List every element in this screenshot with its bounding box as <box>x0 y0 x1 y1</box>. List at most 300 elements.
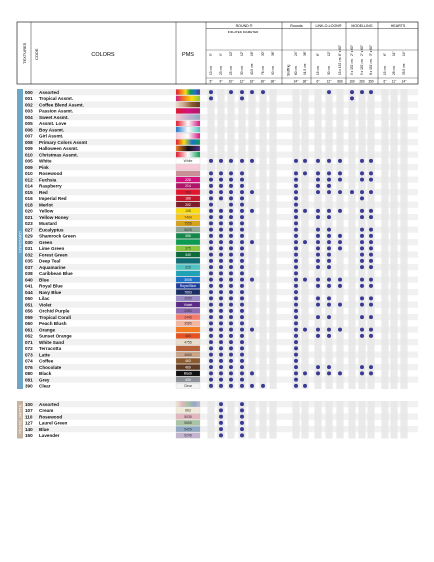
availability-dot <box>316 190 320 194</box>
availability-dot <box>360 240 364 244</box>
availability-dot <box>209 371 213 375</box>
availability-dot <box>240 359 244 363</box>
availability-dot <box>219 371 223 375</box>
availability-dot <box>338 171 342 175</box>
row-name: Terracotta <box>39 346 62 352</box>
size-label: 2" x 60" <box>360 45 365 56</box>
pms-value: 663 <box>185 408 191 413</box>
availability-dot <box>294 328 298 332</box>
colors-header: COLORS <box>91 52 115 58</box>
pms-value: 430 <box>185 377 191 382</box>
availability-dot <box>229 253 233 257</box>
size-code-label: 36" <box>270 79 276 84</box>
availability-dot <box>240 415 244 419</box>
row-stripe <box>24 202 418 208</box>
size-cm-label: 76 cm <box>261 66 266 75</box>
size-label: 3" x 60" <box>369 45 374 56</box>
availability-dot <box>209 303 213 307</box>
availability-dot <box>360 228 364 232</box>
row-code: 072 <box>25 346 33 352</box>
size-label: 9" <box>219 53 224 56</box>
row-name: Yellow <box>39 208 54 214</box>
availability-dot <box>327 259 331 263</box>
row-code: 061 <box>25 327 33 333</box>
availability-dot <box>369 253 373 257</box>
availability-dot <box>240 96 244 100</box>
row-name: Tropical Corall <box>39 314 71 320</box>
availability-dot <box>219 290 223 294</box>
row-code: 005 <box>25 158 33 164</box>
availability-dot <box>360 90 364 94</box>
availability-dot <box>240 315 244 319</box>
pms-swatch <box>176 121 200 126</box>
availability-dot <box>219 253 223 257</box>
pms-value: 5425 <box>184 427 192 432</box>
availability-dot <box>250 209 254 213</box>
availability-dot <box>209 184 213 188</box>
availability-dot <box>209 96 213 100</box>
availability-dot <box>209 209 213 213</box>
header-box <box>17 22 418 84</box>
row-name: Christmas Assmt. <box>39 152 78 158</box>
size-label: 36" <box>271 51 276 56</box>
pms-value: 4665 <box>184 352 192 357</box>
availability-dot <box>219 346 223 350</box>
group-header-rounds2: Rounds <box>290 24 303 28</box>
pms-swatch <box>176 108 200 113</box>
size-cm-label: 5 x 152 cm <box>360 59 365 75</box>
pms-swatch <box>176 114 200 119</box>
row-stripe <box>24 164 418 170</box>
row-code: 018 <box>25 202 33 208</box>
availability-dot <box>229 259 233 263</box>
availability-dot <box>250 159 254 163</box>
row-name: Orange <box>39 327 56 333</box>
availability-dot <box>369 365 373 369</box>
availability-dot <box>327 265 331 269</box>
availability-dot <box>294 221 298 225</box>
row-name: Coffee Blend Assmt. <box>39 102 84 108</box>
availability-dot <box>250 328 254 332</box>
pms-swatch <box>176 96 200 101</box>
pms-header: PMS <box>182 52 194 58</box>
availability-dot <box>294 278 298 282</box>
availability-dot <box>209 346 213 350</box>
row-name: Fuchsia <box>39 177 57 183</box>
row-stripe <box>24 89 418 95</box>
availability-dot <box>369 228 373 232</box>
row-code: 004 <box>25 114 33 120</box>
row-code: 009 <box>25 146 33 152</box>
availability-dot <box>240 265 244 269</box>
availability-dot <box>240 221 244 225</box>
availability-dot <box>294 203 298 207</box>
availability-dot <box>229 346 233 350</box>
availability-dot <box>369 315 373 319</box>
availability-dot <box>240 433 244 437</box>
availability-dot <box>240 196 244 200</box>
availability-dot <box>327 184 331 188</box>
availability-dot <box>229 90 233 94</box>
size-label: 6" <box>316 53 321 56</box>
availability-dot <box>240 178 244 182</box>
section-label: PASTEL MATTE <box>17 404 23 434</box>
row-code: 006 <box>25 127 33 133</box>
availability-dot <box>209 178 213 182</box>
inflated-header: INFLATED DIAMETER <box>227 30 259 34</box>
availability-dot <box>316 246 320 250</box>
size-code-label: 14" <box>401 79 407 84</box>
pms-swatch <box>176 102 200 107</box>
row-name: Shamrock Green <box>39 233 76 239</box>
row-code: 037 <box>25 264 33 270</box>
availability-dot <box>294 215 298 219</box>
availability-dot <box>316 278 320 282</box>
availability-dot <box>240 290 244 294</box>
availability-dot <box>303 159 307 163</box>
availability-dot <box>294 265 298 269</box>
availability-dot <box>219 209 223 213</box>
pms-value: 4755 <box>184 340 192 345</box>
availability-dot <box>316 178 320 182</box>
availability-dot <box>294 178 298 182</box>
pms-swatch <box>176 327 200 332</box>
availability-dot <box>219 246 223 250</box>
availability-dot <box>294 196 298 200</box>
pms-value: 375 <box>185 246 191 251</box>
availability-dot <box>294 246 298 250</box>
availability-dot <box>219 171 223 175</box>
availability-dot <box>294 315 298 319</box>
row-code: 060 <box>25 321 33 327</box>
availability-dot <box>240 203 244 207</box>
pms-swatch <box>176 133 200 138</box>
availability-dot <box>327 246 331 250</box>
row-name: Lime Green <box>39 246 65 252</box>
availability-dot <box>360 234 364 238</box>
availability-dot <box>209 221 213 225</box>
availability-dot <box>327 228 331 232</box>
availability-dot <box>360 328 364 332</box>
availability-dot <box>369 371 373 375</box>
availability-dot <box>209 278 213 282</box>
row-code: 041 <box>25 283 33 289</box>
row-code: 012 <box>25 177 33 183</box>
availability-dot <box>338 190 342 194</box>
row-code: 031 <box>25 246 33 252</box>
availability-dot <box>350 90 354 94</box>
availability-dot <box>327 209 331 213</box>
availability-dot <box>209 259 213 263</box>
availability-dot <box>219 190 223 194</box>
availability-dot <box>294 365 298 369</box>
availability-dot <box>360 190 364 194</box>
availability-dot <box>229 309 233 313</box>
size-code-label: 30" <box>260 79 266 84</box>
availability-dot <box>219 340 223 344</box>
availability-dot <box>209 240 213 244</box>
row-name: Blue <box>39 277 49 283</box>
availability-dot <box>219 321 223 325</box>
availability-dot <box>219 353 223 357</box>
availability-dot <box>294 184 298 188</box>
availability-dot <box>360 315 364 319</box>
availability-dot <box>240 271 244 275</box>
availability-dot <box>219 309 223 313</box>
availability-dot <box>229 228 233 232</box>
availability-dot <box>360 284 364 288</box>
availability-dot <box>369 334 373 338</box>
availability-dot <box>327 178 331 182</box>
row-name: Raspberry <box>39 183 62 189</box>
availability-dot <box>327 234 331 238</box>
row-code: 140 <box>25 426 33 432</box>
size-code-label: 12" <box>239 79 245 84</box>
row-code: 081 <box>25 377 33 383</box>
size-cm-label: 35.5 cm <box>402 63 407 75</box>
availability-dot <box>316 365 320 369</box>
row-name: Halloween Assmt. <box>39 146 79 152</box>
size-cm-label: 15 cm <box>383 66 388 75</box>
row-name: Chocolate <box>39 364 62 370</box>
size-label: 12" <box>240 51 245 56</box>
row-code: 038 <box>25 271 33 277</box>
row-stripe <box>24 152 418 158</box>
availability-dot <box>219 408 223 412</box>
availability-dot <box>327 328 331 332</box>
availability-dot <box>219 228 223 232</box>
availability-dot <box>327 171 331 175</box>
row-code: 003 <box>25 108 33 114</box>
availability-dot <box>316 265 320 269</box>
availability-dot <box>316 234 320 238</box>
availability-dot <box>229 284 233 288</box>
size-code-label: 11" <box>391 79 397 84</box>
size-code-label: 9" <box>219 79 223 84</box>
availability-dot <box>240 246 244 250</box>
availability-dot <box>240 190 244 194</box>
availability-dot <box>316 159 320 163</box>
availability-dot <box>209 203 213 207</box>
pms-swatch <box>176 139 200 144</box>
availability-dot <box>209 90 213 94</box>
availability-dot <box>219 384 223 388</box>
availability-dot <box>316 315 320 319</box>
availability-dot <box>316 259 320 263</box>
size-code-label: 10" <box>228 79 234 84</box>
pms-swatch <box>176 401 200 406</box>
size-cm-label: 30 cm <box>240 66 245 75</box>
row-code: 015 <box>25 189 33 195</box>
availability-dot <box>250 240 254 244</box>
availability-dot <box>294 303 298 307</box>
size-label: 11" <box>392 51 397 56</box>
availability-dot <box>229 384 233 388</box>
row-code: 014 <box>25 183 33 189</box>
availability-dot <box>209 171 213 175</box>
size-label: 5" <box>209 53 214 56</box>
availability-dot <box>338 240 342 244</box>
size-cm-label: 15 cm <box>316 66 321 75</box>
availability-dot <box>209 228 213 232</box>
availability-dot <box>240 209 244 213</box>
availability-dot <box>219 234 223 238</box>
availability-dot <box>360 253 364 257</box>
row-code: 027 <box>25 227 33 233</box>
availability-dot <box>240 278 244 282</box>
row-name: Forest Green <box>39 252 68 258</box>
row-code: 000 <box>25 89 33 95</box>
availability-dot <box>360 159 364 163</box>
row-stripe <box>24 127 418 133</box>
availability-dot <box>229 271 233 275</box>
availability-dot <box>219 215 223 219</box>
availability-dot <box>250 384 254 388</box>
availability-dot <box>219 328 223 332</box>
availability-dot <box>369 234 373 238</box>
row-code: 080 <box>25 371 33 377</box>
availability-dot <box>369 190 373 194</box>
availability-dot <box>338 284 342 288</box>
availability-dot <box>229 215 233 219</box>
size-label: 10" <box>229 51 234 56</box>
pms-value: 226 <box>185 177 191 182</box>
availability-dot <box>261 384 265 388</box>
availability-dot <box>240 353 244 357</box>
size-code-label: 5" <box>209 79 213 84</box>
availability-dot <box>240 346 244 350</box>
size-cm-label: 25 cm <box>229 66 234 75</box>
availability-dot <box>250 371 254 375</box>
row-name: Latte <box>39 352 50 358</box>
size-code-label: 260 <box>359 79 365 84</box>
availability-dot <box>294 378 298 382</box>
availability-dot <box>338 246 342 250</box>
availability-dot <box>303 384 307 388</box>
pms-value: 5035 <box>184 414 192 419</box>
availability-dot <box>303 209 307 213</box>
pms-value: 2655 <box>184 296 192 301</box>
pms-value: 7555 <box>184 221 192 226</box>
group-header-link: LINK-O-LOON® <box>315 24 342 28</box>
row-name: Navy Blue <box>39 289 62 295</box>
availability-dot <box>240 328 244 332</box>
availability-dot <box>209 234 213 238</box>
textures-header: TEXTURES <box>22 42 27 64</box>
row-name: Laurel Green <box>39 420 68 426</box>
availability-dot <box>294 253 298 257</box>
row-code: 390 <box>25 383 33 389</box>
row-name: Red <box>39 189 48 195</box>
pms-value: 3585 <box>184 321 192 326</box>
row-name: Deep Teal <box>39 258 61 264</box>
availability-dot <box>229 296 233 300</box>
code-header: CODE <box>34 48 39 60</box>
availability-dot <box>240 90 244 94</box>
row-name: Blue <box>39 426 49 432</box>
availability-dot <box>209 196 213 200</box>
size-code-label: 160 <box>349 79 355 84</box>
row-name: Lavender <box>39 433 60 439</box>
availability-dot <box>229 290 233 294</box>
availability-dot <box>294 384 298 388</box>
row-code: 127 <box>25 420 33 426</box>
row-name: White Sand <box>39 339 65 345</box>
availability-dot <box>294 340 298 344</box>
availability-dot <box>250 190 254 194</box>
size-label: 6" x 60" <box>338 45 343 56</box>
availability-dot <box>316 371 320 375</box>
row-name: Caribbean Blue <box>39 271 73 277</box>
pms-swatch <box>176 127 200 132</box>
pms-value: 2445 <box>184 315 192 320</box>
row-name: Violet <box>39 302 52 308</box>
row-code: 044 <box>25 289 33 295</box>
availability-dot <box>294 321 298 325</box>
pms-value: 2084 <box>184 309 192 314</box>
availability-dot <box>303 278 307 282</box>
row-name: Peach Blush <box>39 321 67 327</box>
availability-dot <box>209 340 213 344</box>
row-name: Coffee <box>39 358 54 364</box>
group-header-round: ROUND ® <box>235 24 253 28</box>
availability-dot <box>316 228 320 232</box>
availability-dot <box>229 190 233 194</box>
availability-dot <box>338 278 342 282</box>
size-cm-label: 8 x 152 cm <box>369 59 374 75</box>
availability-dot <box>369 265 373 269</box>
row-name: Cream <box>39 408 54 414</box>
availability-dot <box>338 371 342 375</box>
availability-dot <box>360 215 364 219</box>
availability-dot <box>369 215 373 219</box>
pms-value: 7693 <box>184 290 192 295</box>
availability-dot <box>229 196 233 200</box>
availability-dot <box>240 421 244 425</box>
size-cm-label: 91.5 cm <box>303 63 308 75</box>
row-code: 008 <box>25 139 33 145</box>
availability-dot <box>240 427 244 431</box>
availability-dot <box>350 96 354 100</box>
availability-dot <box>369 159 373 163</box>
row-name: Assorted <box>39 401 59 407</box>
availability-dot <box>294 271 298 275</box>
availability-dot <box>219 159 223 163</box>
availability-dot <box>369 240 373 244</box>
availability-dot <box>294 371 298 375</box>
row-code: 150 <box>25 433 33 439</box>
availability-dot <box>229 178 233 182</box>
availability-dot <box>229 265 233 269</box>
pms-value: White <box>183 159 193 164</box>
availability-dot <box>327 278 331 282</box>
availability-dot <box>219 415 223 419</box>
row-code: 010 <box>25 152 33 158</box>
availability-dot <box>240 321 244 325</box>
pms-value: 5245 <box>184 433 192 438</box>
availability-dot <box>219 421 223 425</box>
availability-dot <box>219 221 223 225</box>
row-code: 062 <box>25 333 33 339</box>
availability-dot <box>360 178 364 182</box>
availability-dot <box>369 296 373 300</box>
availability-dot <box>316 303 320 307</box>
row-code: 073 <box>25 352 33 358</box>
availability-dot <box>240 240 244 244</box>
pms-value: 485 <box>185 334 191 339</box>
size-label: 36" <box>303 51 308 56</box>
size-code-label: 36" <box>302 79 308 84</box>
